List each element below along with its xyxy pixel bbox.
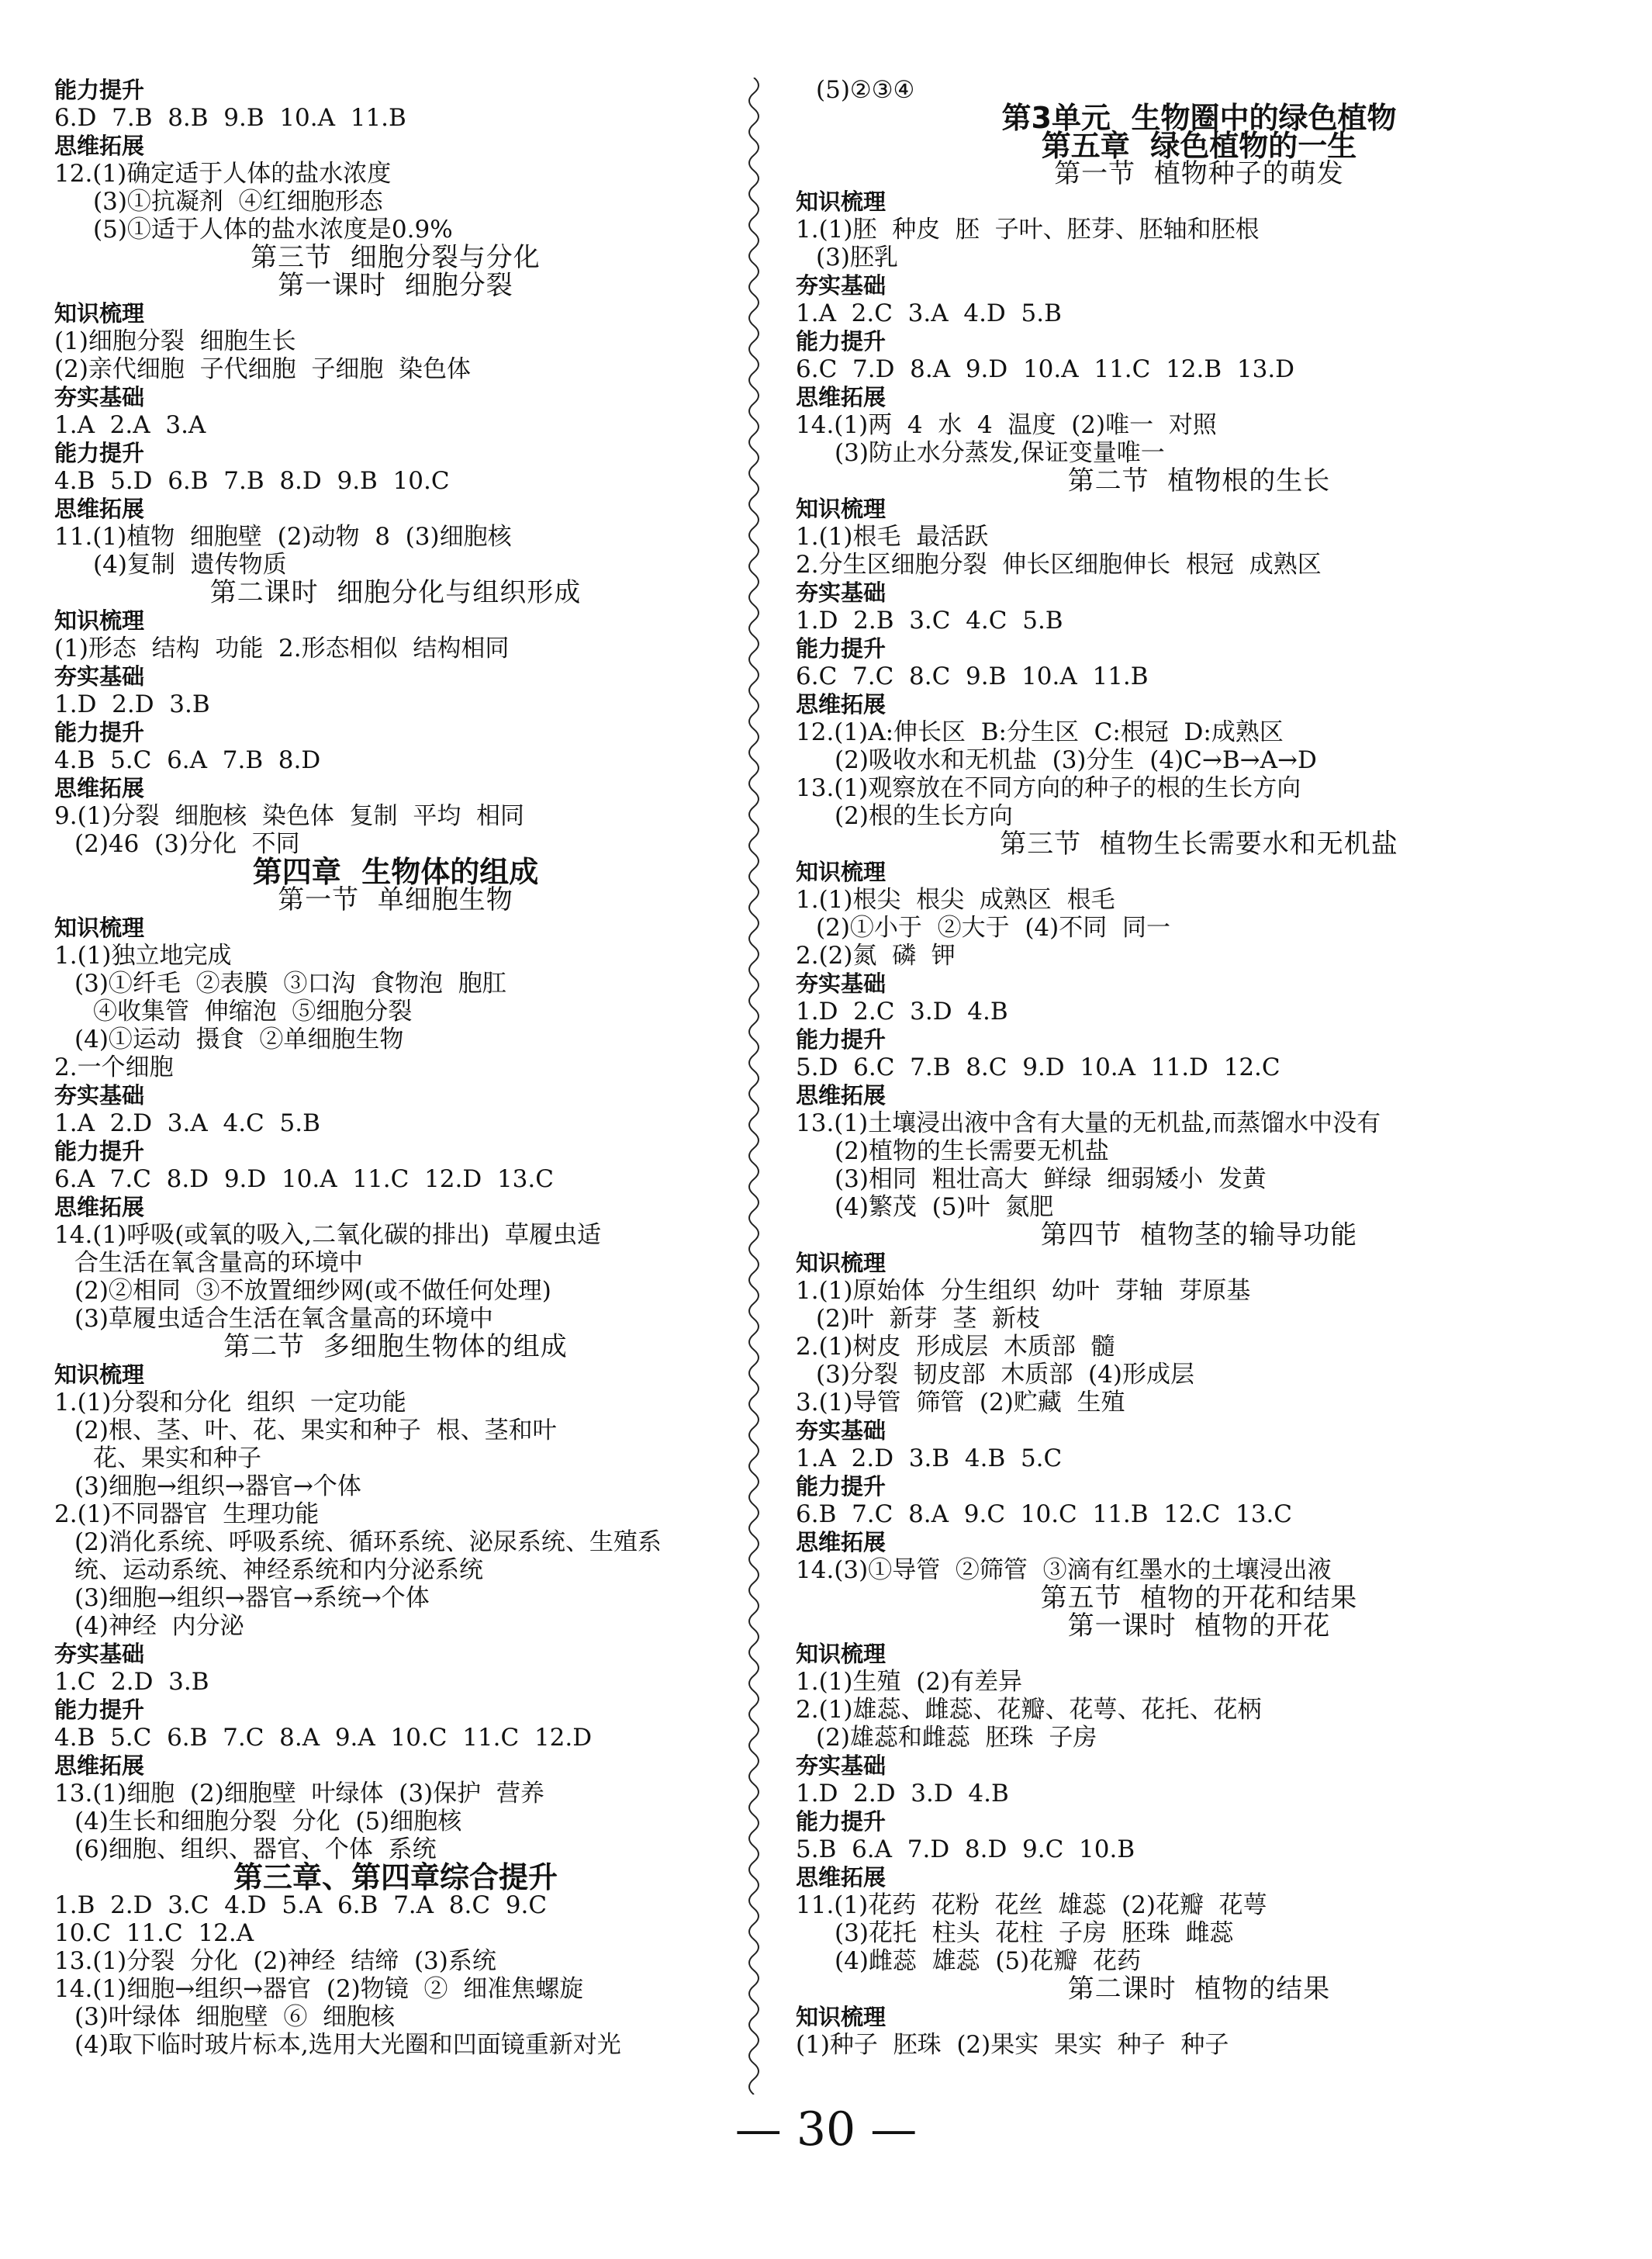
right-line: 11.(1)花药 花粉 花丝 雄蕊 (2)花瓣 花萼 <box>796 1891 1267 1919</box>
left-subheading: 能力提升 <box>54 1697 145 1723</box>
right-line: (1)种子 胚珠 (2)果实 果实 种子 种子 <box>796 2031 1229 2059</box>
right-line: (2)根的生长方向 <box>835 802 1013 830</box>
left-subheading: 知识梳理 <box>54 1361 145 1388</box>
right-subheading: 能力提升 <box>796 1473 886 1500</box>
right-line: (3)防止水分蒸发,保证变量唯一 <box>835 439 1165 467</box>
left-section-title: 第二节 多细胞生物体的组成 <box>223 1331 568 1362</box>
left-line: 14.(1)细胞→组织→器官 (2)物镜 ② 细准焦螺旋 <box>54 1975 584 2003</box>
left-line: 合生活在氧含量高的环境中 <box>74 1249 363 1277</box>
right-line: 1.(1)生殖 (2)有差异 <box>796 1668 1023 1696</box>
column-divider <box>738 78 769 2095</box>
left-subheading: 夯实基础 <box>54 1641 145 1667</box>
left-line: 4.B 5.D 6.B 7.B 8.D 9.B 10.C <box>54 467 450 495</box>
left-line: 2.一个细胞 <box>54 1053 174 1081</box>
left-line: 4.B 5.C 6.A 7.B 8.D <box>54 746 321 774</box>
left-line: 1.(1)分裂和分化 组织 一定功能 <box>54 1389 406 1417</box>
right-line: 12.(1)A:伸长区 B:分生区 C:根冠 D:成熟区 <box>796 718 1284 746</box>
left-line: 14.(1)呼吸(或氧的吸入,二氧化碳的排出) 草履虫适 <box>54 1221 601 1249</box>
right-line: 1.(1)根尖 根尖 成熟区 根毛 <box>796 886 1115 914</box>
left-section-title: 第三节 细胞分裂与分化 <box>251 242 541 273</box>
right-line: 14.(3)①导管 ②筛管 ③滴有红墨水的土壤浸出液 <box>796 1556 1332 1584</box>
left-line: 2.(1)不同器官 生理功能 <box>54 1500 320 1528</box>
left-subheading: 夯实基础 <box>54 384 145 410</box>
right-line: 1.(1)胚 种皮 胚 子叶、胚芽、胚轴和胚根 <box>796 216 1260 244</box>
left-line: (3)细胞→组织→器官→系统→个体 <box>74 1584 430 1612</box>
right-subheading: 夯实基础 <box>796 579 886 606</box>
right-section-title: 第四节 植物茎的输导功能 <box>1040 1219 1358 1251</box>
left-section-title: 第一课时 细胞分裂 <box>278 270 513 301</box>
right-subheading: 夯实基础 <box>796 970 886 997</box>
right-line: 3.(1)导管 筛管 (2)贮藏 生殖 <box>796 1389 1125 1417</box>
right-line: (2)雄蕊和雌蕊 胚珠 子房 <box>816 1724 1097 1752</box>
right-subheading: 夯实基础 <box>796 1752 886 1779</box>
right-subheading: 知识梳理 <box>796 1250 886 1276</box>
right-line: 1.A 2.C 3.A 4.D 5.B <box>796 299 1062 327</box>
left-line: (3)①纤毛 ②表膜 ③口沟 食物泡 胞肛 <box>74 970 506 998</box>
right-subheading: 知识梳理 <box>796 2004 886 2030</box>
right-subheading: 知识梳理 <box>796 859 886 885</box>
left-subheading: 能力提升 <box>54 77 145 103</box>
right-subheading: 夯实基础 <box>796 272 886 299</box>
left-line: 4.B 5.C 6.B 7.C 8.A 9.A 10.C 11.C 12.D <box>54 1724 593 1752</box>
right-line: 1.D 2.D 3.D 4.B <box>796 1780 1009 1808</box>
right-line: 2.分生区细胞分裂 伸长区细胞伸长 根冠 成熟区 <box>796 551 1322 579</box>
right-line: 6.C 7.C 8.C 9.B 10.A 11.B <box>796 662 1149 690</box>
right-subheading: 能力提升 <box>796 1808 886 1835</box>
left-line: (3)①抗凝剂 ④红细胞形态 <box>93 188 383 216</box>
left-line: (3)草履虫适合生活在氧含量高的环境中 <box>74 1305 493 1333</box>
left-line: 1.B 2.D 3.C 4.D 5.A 6.B 7.A 8.C 9.C <box>54 1891 548 1919</box>
right-line: (2)吸收水和无机盐 (3)分生 (4)C→B→A→D <box>835 746 1317 774</box>
left-section-title: 第一节 单细胞生物 <box>278 884 513 915</box>
left-line: (2)根、茎、叶、花、果实和种子 根、茎和叶 <box>74 1417 557 1444</box>
left-line: 13.(1)分裂 分化 (2)神经 结缔 (3)系统 <box>54 1947 496 1975</box>
left-line: 10.C 11.C 12.A <box>54 1919 254 1947</box>
right-line: (2)①小于 ②大于 (4)不同 同一 <box>816 914 1170 942</box>
left-line: 13.(1)细胞 (2)细胞壁 叶绿体 (3)保护 营养 <box>54 1780 544 1808</box>
right-subheading: 能力提升 <box>796 635 886 662</box>
right-line: (2)植物的生长需要无机盐 <box>835 1137 1109 1165</box>
left-line: (2)46 (3)分化 不同 <box>74 830 300 858</box>
left-subheading: 夯实基础 <box>54 1082 145 1109</box>
right-subheading: 知识梳理 <box>796 496 886 522</box>
left-subheading: 夯实基础 <box>54 663 145 690</box>
left-chapter-title: 第三章、第四章综合提升 <box>233 1860 558 1894</box>
left-section-title: 第二课时 细胞分化与组织形成 <box>209 577 582 608</box>
right-line: 1.(1)根毛 最活跃 <box>796 523 989 551</box>
left-line: (3)叶绿体 细胞壁 ⑥ 细胞核 <box>74 2003 396 2031</box>
right-line: (4)雌蕊 雄蕊 (5)花瓣 花药 <box>835 1947 1141 1975</box>
left-line: (3)细胞→组织→器官→个体 <box>74 1472 361 1500</box>
right-subheading: 思维拓展 <box>796 691 886 718</box>
right-subheading: 知识梳理 <box>796 189 886 215</box>
left-line: 6.D 7.B 8.B 9.B 10.A 11.B <box>54 104 406 132</box>
right-chapter-title: 第3单元 生物圈中的绿色植物 <box>1001 101 1397 135</box>
left-line: (6)细胞、组织、器官、个体 系统 <box>74 1835 437 1863</box>
left-line: 统、运动系统、神经系统和内分泌系统 <box>74 1556 483 1584</box>
right-column <box>796 76 1602 2059</box>
right-line: 2.(1)雄蕊、雌蕊、花瓣、花萼、花托、花柄 <box>796 1696 1262 1724</box>
left-line: (5)①适于人体的盐水浓度是0.9% <box>93 216 453 244</box>
right-section-title: 第一课时 植物的开花 <box>1067 1610 1331 1641</box>
right-line: 6.C 7.D 8.A 9.D 10.A 11.C 12.B 13.D <box>796 355 1295 383</box>
left-line: 9.(1)分裂 细胞核 染色体 复制 平均 相同 <box>54 802 525 830</box>
left-line: 1.A 2.A 3.A <box>54 411 206 439</box>
right-line: 2.(2)氮 磷 钾 <box>796 942 956 970</box>
right-subheading: 思维拓展 <box>796 384 886 410</box>
page-number: — 30 — <box>734 2102 918 2157</box>
right-section-title: 第五节 植物的开花和结果 <box>1040 1583 1358 1614</box>
right-subheading: 能力提升 <box>796 1026 886 1053</box>
right-section-title: 第二节 植物根的生长 <box>1067 465 1331 496</box>
left-subheading: 思维拓展 <box>54 1194 145 1220</box>
right-section-title: 第一节 植物种子的萌发 <box>1054 158 1344 189</box>
right-subheading: 夯实基础 <box>796 1417 886 1444</box>
left-subheading: 能力提升 <box>54 440 145 466</box>
left-line: (2)消化系统、呼吸系统、循环系统、泌尿系统、生殖系 <box>74 1528 662 1556</box>
left-line: (4)复制 遗传物质 <box>93 551 287 579</box>
right-line: 1.(1)原始体 分生组织 幼叶 芽轴 芽原基 <box>796 1277 1251 1305</box>
left-line: 1.(1)独立地完成 <box>54 942 232 970</box>
left-subheading: 思维拓展 <box>54 496 145 522</box>
right-subheading: 思维拓展 <box>796 1864 886 1891</box>
right-subheading: 思维拓展 <box>796 1529 886 1555</box>
right-section-title: 第二课时 植物的结果 <box>1067 1974 1331 2005</box>
left-subheading: 能力提升 <box>54 1138 145 1164</box>
left-line: (4)神经 内分泌 <box>74 1612 244 1640</box>
right-line: (2)叶 新芽 茎 新枝 <box>816 1305 1041 1333</box>
right-line: (3)花托 柱头 花柱 子房 胚珠 雌蕊 <box>835 1919 1234 1947</box>
right-chapter-title: 第五章 绿色植物的一生 <box>1041 129 1357 163</box>
left-line: 11.(1)植物 细胞壁 (2)动物 8 (3)细胞核 <box>54 523 512 551</box>
right-line: 5.B 6.A 7.D 8.D 9.C 10.B <box>796 1835 1135 1863</box>
right-line: 13.(1)土壤浸出液中含有大量的无机盐,而蒸馏水中没有 <box>796 1109 1381 1137</box>
right-line: 1.D 2.B 3.C 4.C 5.B <box>796 607 1063 635</box>
left-subheading: 思维拓展 <box>54 133 145 159</box>
left-line: 12.(1)确定适于人体的盐水浓度 <box>54 160 392 188</box>
left-line: 6.A 7.C 8.D 9.D 10.A 11.C 12.D 13.C <box>54 1165 554 1193</box>
left-line: 花、果实和种子 <box>93 1444 261 1472</box>
left-subheading: 思维拓展 <box>54 775 145 801</box>
right-line: (4)繁茂 (5)叶 氮肥 <box>835 1193 1054 1221</box>
right-line: (3)胚乳 <box>816 244 898 272</box>
left-chapter-title: 第四章 生物体的组成 <box>252 855 539 889</box>
left-line: (2)②相同 ③不放置细纱网(或不做任何处理) <box>74 1277 551 1305</box>
right-line: 5.D 6.C 7.B 8.C 9.D 10.A 11.D 12.C <box>796 1053 1280 1081</box>
left-column <box>54 76 737 2059</box>
left-subheading: 能力提升 <box>54 719 145 746</box>
left-line: (4)生长和细胞分裂 分化 (5)细胞核 <box>74 1808 462 1835</box>
right-line: 14.(1)两 4 水 4 温度 (2)唯一 对照 <box>796 411 1217 439</box>
left-line: 1.A 2.D 3.A 4.C 5.B <box>54 1109 320 1137</box>
right-line: (5)②③④ <box>816 76 915 104</box>
left-line: (1)细胞分裂 细胞生长 <box>54 327 296 355</box>
left-line: (2)亲代细胞 子代细胞 子细胞 染色体 <box>54 355 472 383</box>
right-line: 13.(1)观察放在不同方向的种子的根的生长方向 <box>796 774 1301 802</box>
right-line: 6.B 7.C 8.A 9.C 10.C 11.B 12.C 13.C <box>796 1500 1293 1528</box>
right-line: (3)分裂 韧皮部 木质部 (4)形成层 <box>816 1361 1194 1389</box>
left-line: (4)①运动 摄食 ②单细胞生物 <box>74 1026 404 1053</box>
left-line: (1)形态 结构 功能 2.形态相似 结构相同 <box>54 635 510 662</box>
left-line: 1.C 2.D 3.B <box>54 1668 209 1696</box>
left-subheading: 知识梳理 <box>54 915 145 941</box>
right-subheading: 思维拓展 <box>796 1082 886 1109</box>
right-section-title: 第三节 植物生长需要水和无机盐 <box>1000 829 1398 860</box>
left-subheading: 知识梳理 <box>54 607 145 634</box>
left-subheading: 思维拓展 <box>54 1752 145 1779</box>
right-subheading: 能力提升 <box>796 328 886 355</box>
right-line: 2.(1)树皮 形成层 木质部 髓 <box>796 1333 1115 1361</box>
left-line: (4)取下临时玻片标本,选用大光圈和凹面镜重新对光 <box>74 2031 621 2059</box>
left-subheading: 知识梳理 <box>54 300 145 327</box>
right-line: 1.D 2.C 3.D 4.B <box>796 998 1008 1026</box>
right-subheading: 知识梳理 <box>796 1641 886 1667</box>
left-line: ④收集管 伸缩泡 ⑤细胞分裂 <box>93 998 413 1026</box>
right-line: (3)相同 粗壮高大 鲜绿 细弱矮小 发黄 <box>835 1165 1267 1193</box>
left-line: 1.D 2.D 3.B <box>54 690 210 718</box>
right-line: 1.A 2.D 3.B 4.B 5.C <box>796 1444 1063 1472</box>
